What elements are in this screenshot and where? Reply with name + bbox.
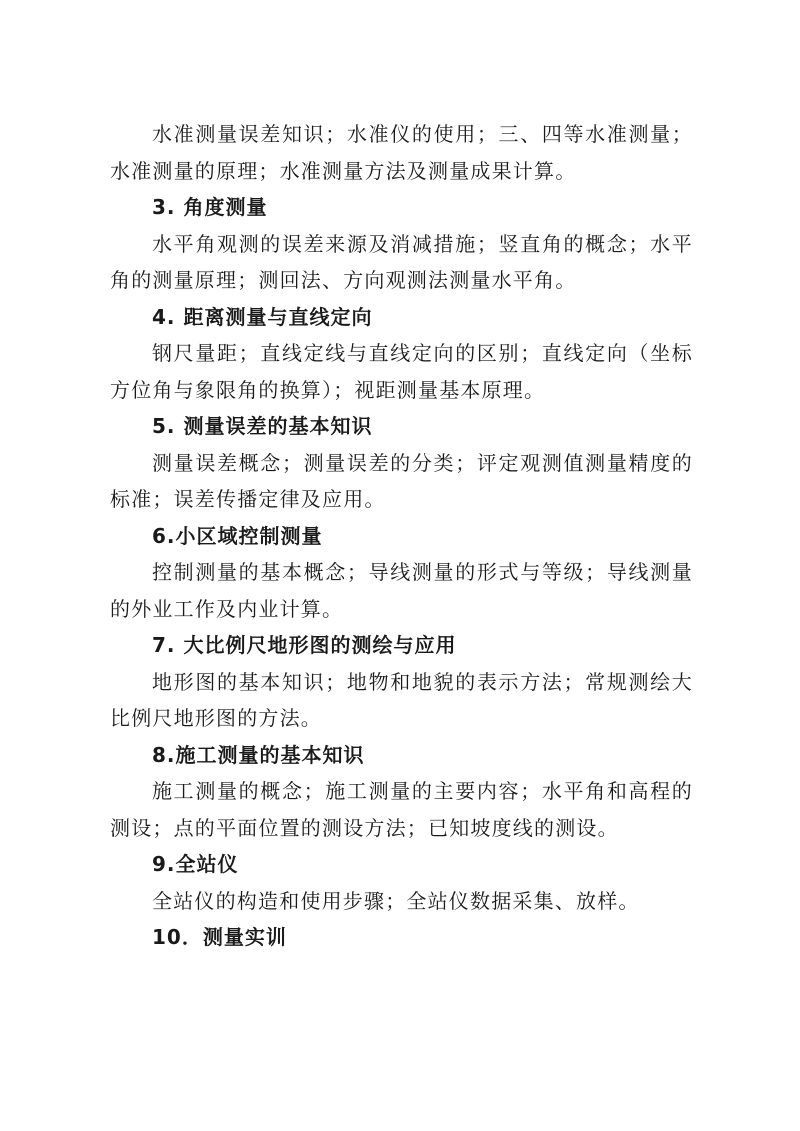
section-heading: 10．测量实训	[152, 925, 287, 949]
body-line: 水平角观测的误差来源及消减措施；竖直角的概念；水平	[152, 231, 693, 256]
section-survey-practice	[110, 919, 693, 956]
section-heading: 5. 测量误差的基本知识	[152, 414, 373, 438]
body-line: 施工测量的概念；施工测量的主要内容；水平角和高程的	[152, 779, 693, 803]
section-heading: 8.施工测量的基本知识	[152, 742, 365, 767]
body-line: 地形图的基本知识；地物和地貌的表示方法；常规测绘大	[152, 669, 693, 694]
body-line: 测量误差概念；测量误差的分类；评定观测值测量精度的	[152, 450, 693, 475]
section-topographic-map	[110, 627, 693, 737]
section-heading: 4. 距离测量与直线定向	[152, 304, 373, 329]
body-line: 角的测量原理；测回法、方向观测法测量水平角。	[110, 268, 577, 292]
section-measurement-error	[110, 408, 693, 518]
section-water-leveling	[110, 116, 693, 189]
body-line: 方位角与象限角的换算）；视距测量基本原理。	[110, 377, 546, 402]
section-heading: 9.全站仪	[152, 852, 239, 876]
section-distance-measurement	[110, 299, 693, 409]
body-line: 水准测量的原理；水准测量方法及测量成果计算。	[110, 158, 577, 183]
body-line: 全站仪的构造和使用步骤；全站仪数据采集、放样。	[152, 888, 640, 913]
section-heading: 3. 角度测量	[152, 195, 268, 219]
body-line: 比例尺地形图的方法。	[110, 706, 322, 730]
body-line: 钢尺量距；直线定线与直线定向的区别；直线定向（坐标	[152, 341, 693, 365]
body-line: 的外业工作及内业计算。	[110, 596, 344, 621]
section-total-station	[110, 846, 693, 919]
body-line: 水准测量误差知识；水准仪的使用；三、四等水准测量；	[152, 122, 693, 146]
section-control-survey	[110, 518, 693, 628]
section-heading: 6.小区域控制测量	[152, 523, 323, 548]
body-line: 测设；点的平面位置的测设方法；已知坡度线的测设。	[110, 815, 619, 840]
section-angle-measurement	[110, 189, 693, 299]
section-construction-survey	[110, 737, 693, 847]
body-line: 控制测量的基本概念；导线测量的形式与等级；导线测量	[152, 560, 693, 584]
section-heading: 7. 大比例尺地形图的测绘与应用	[152, 633, 457, 657]
body-line: 标准；误差传播定律及应用。	[110, 487, 386, 511]
